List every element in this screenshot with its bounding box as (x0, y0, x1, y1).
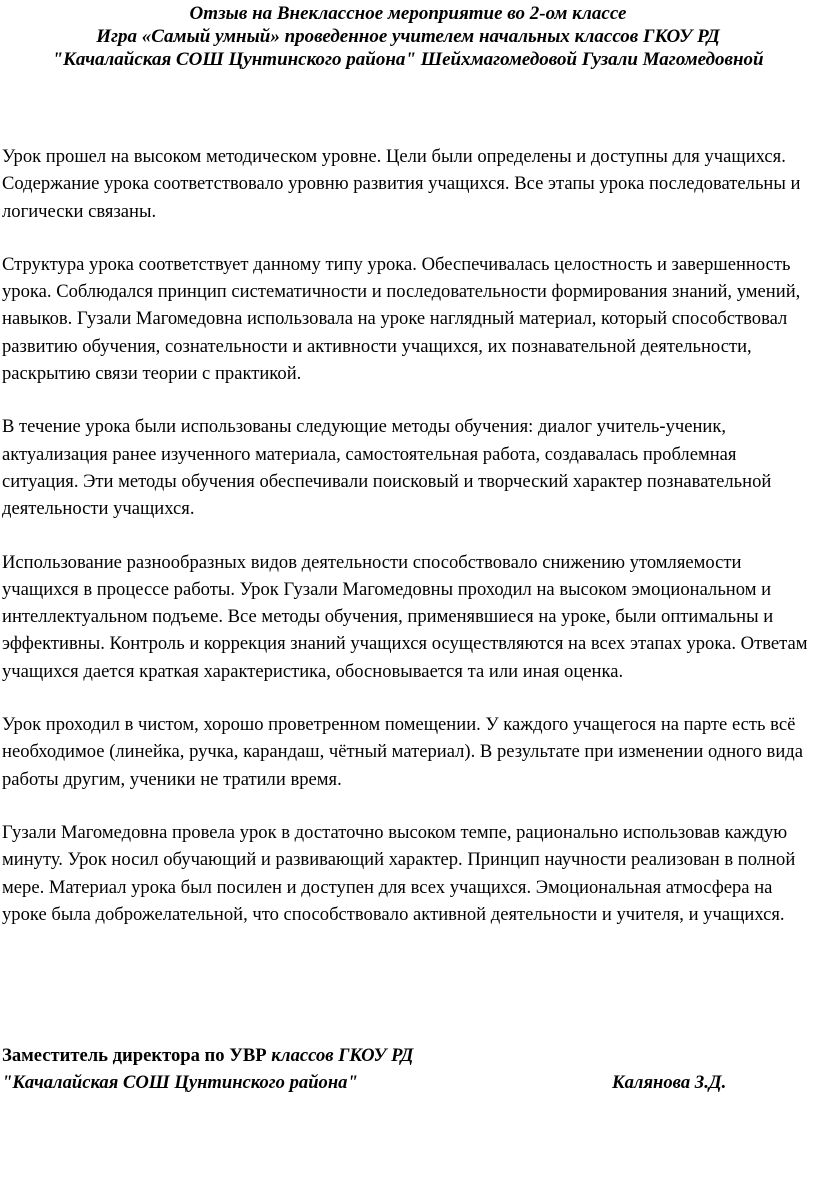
signature-name: Калянова З.Д. (612, 1072, 727, 1094)
paragraph-4: Использование разнообразных видов деятельности способствовало снижению утомляемости учащихся в процессе работы. Урок Гузали Магомедовны проходил на высоком эмоциональном и интеллектуальном подъеме. Все методы обучения, применявшиеся на уроке, были оптимальны и эффективны. Контроль и коррекция знаний учащихся осуществляются на всех этапах урока. Ответам учащихся дается краткая характеристика, обосновывается та или иная оценка. (2, 551, 808, 682)
paragraph-1: Урок прошел на высоком методическом уровне. Цели были определены и доступны для учащихся. Содержание урока соответствовало уровню развития учащихся. Все этапы урока последовательны и логически связаны. (2, 146, 801, 222)
header-title-line: Отзыв на Внеклассное мероприятие во 2-ом классе (189, 3, 627, 24)
signature-title-line (2, 1042, 814, 1069)
signature-school-line (2, 1069, 814, 1096)
signature-school: "Качалайская СОШ Цунтинского района" (2, 1072, 358, 1094)
paragraph-2: Структура урока соответствует данному типу урока. Обеспечивалась целостность и завершенность урока. Соблюдался принцип систематичности и последовательности формирования знаний, умений, навыков. Гузали Магомедовна использовала на уроке наглядный материал, который способствовал развитию обучения, сознательности и активности учащихся, их познавательной деятельности, раскрытию связи теории с практикой. (2, 253, 801, 385)
signature-position: Заместитель директора по УВР (2, 1045, 272, 1066)
signature-block (2, 1042, 814, 1097)
signature-position-italic: классов ГКОУ РД (271, 1045, 414, 1066)
header-school-line: "Качалайская СОШ Цунтинского района" Шейхмагомедовой Гузали Магомедовной (52, 49, 764, 70)
document-header (0, 2, 816, 71)
paragraph-5: Урок проходил в чистом, хорошо проветренном помещении. У каждого учащегося на парте есть всё необходимое (линейка, ручка, карандаш, чётный материал). В результате при изменении одного вида работы другим, ученики не тратили время. (2, 714, 803, 790)
header-event-line: Игра «Самый умный» проведенное учителем начальных классов ГКОУ РД (96, 26, 720, 47)
paragraph-3: В течение урока были использованы следующие методы обучения: диалог учитель-ученик, актуализация ранее изученного материала, самостоятельная работа, создавалась проблемная ситуация. Эти методы обучения обеспечивали поисковый и творческий характер познавательной деятельности учащихся. (2, 416, 772, 520)
paragraph-6: Гузали Магомедовна провела урок в достаточно высоком темпе, рационально использовав каждую минуту. Урок носил обучающий и развивающий характер. Принцип научности реализован в полной мере. Материал урока был посилен и доступен для всех учащихся. Эмоциональная атмосфера на уроке была доброжелательной, что способствовало активной деятельности и учителя, и учащихся. (2, 821, 796, 925)
review-body (2, 143, 814, 954)
